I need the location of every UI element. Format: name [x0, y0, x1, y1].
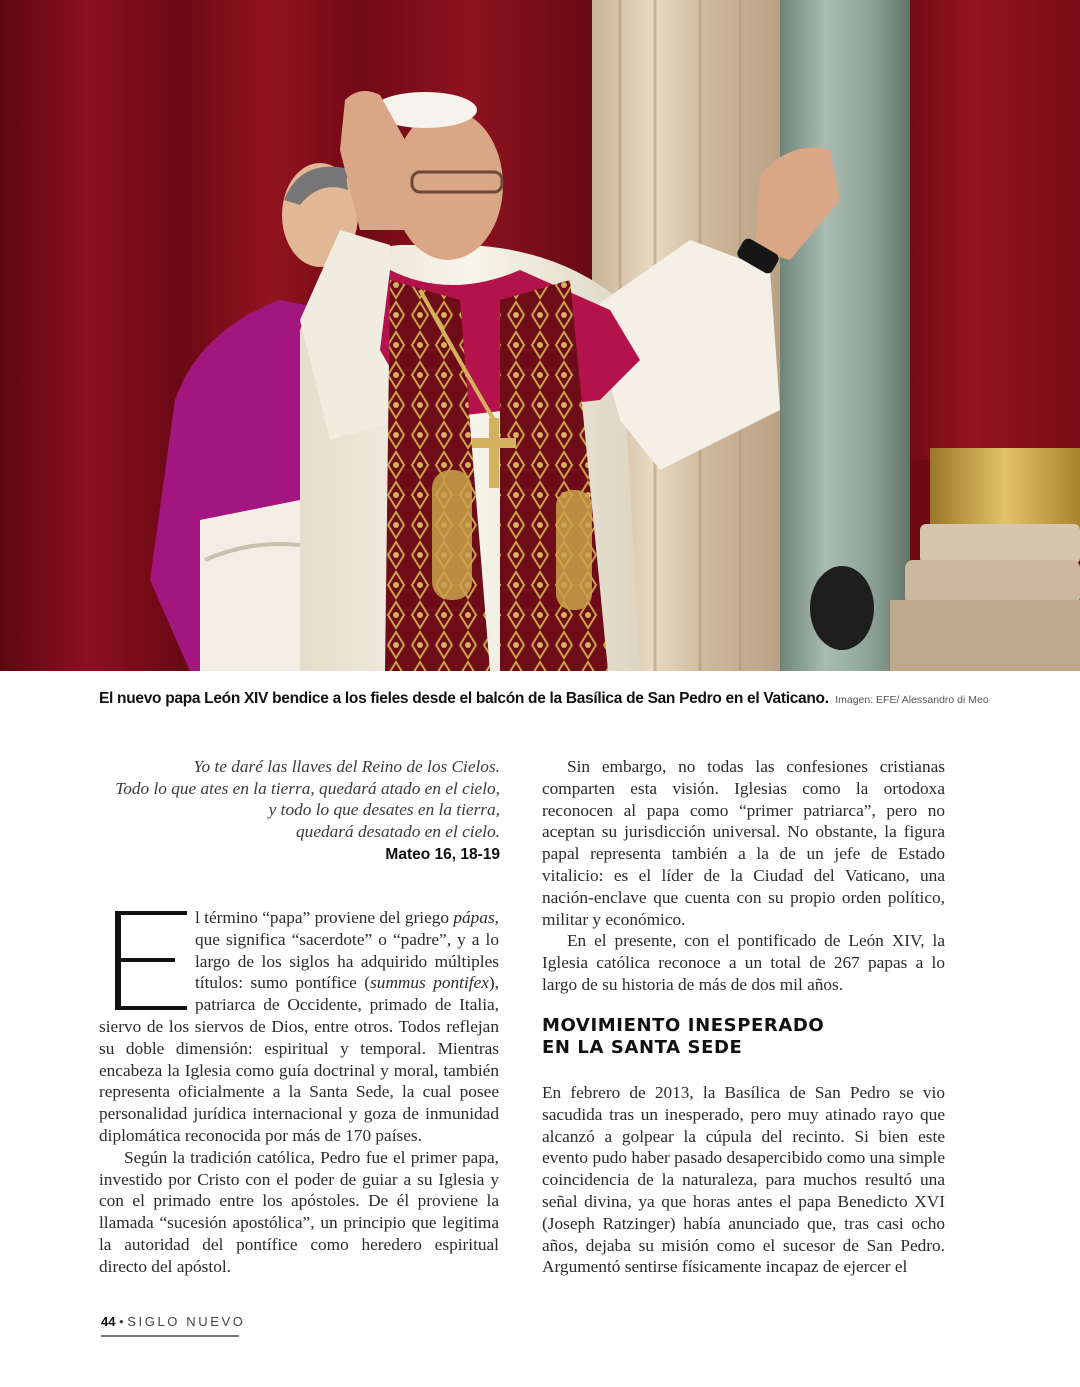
- paragraph-text: ), patriarca de Occidente, primado de Italia, siervo de los siervos de Dios, entre otros. Todos reflejan su doble dimensión: espiritual y temporal. Mientras encabeza la Iglesia como guía doctrinal y moral, también representa oficialmente a la Santa Sede, la cual posee personalidad jurídica internacional y goza de inmunidad diplomática reconocida por más de 170 países.: [99, 973, 499, 1145]
- paragraph-text: , que significa “sacerdote” o “padre”, y a lo largo de los siglos ha adquirido múltiples títulos: sumo pontífice (: [195, 908, 499, 993]
- article-paragraph: En febrero de 2013, la Basílica de San Pedro se vio sacudida tras un inesperado, pero muy atinado rayo que alcanzó a golpear la cúpula del recinto. Si bien este evento pudo haber pasado desapercibido como una simple coincidencia de la naturaleza, para muchos resultó una señal divina, ya que horas antes el papa Benedicto XVI (Joseph Ratzinger) había anunciado que, tras casi ocho años, dejaba su misión como el sucesor de San Pedro. Argumentó sentirse físicamente incapaz de ejercer el: [542, 1083, 945, 1277]
- epigraph-line: Todo lo que ates en la tierra, quedará atado en el cielo,: [115, 778, 500, 798]
- photo-credit: Imagen: EFE/ Alessandro di Meo: [835, 694, 989, 706]
- page-footer: [101, 1314, 246, 1337]
- pope-head: [393, 110, 503, 260]
- gold-band: [930, 448, 1080, 528]
- magazine-name: SIGLO NUEVO: [127, 1314, 246, 1329]
- epigraph-line: quedará desatado en el cielo.: [296, 822, 500, 842]
- article-paragraph: Según la tradición católica, Pedro fue el primer papa, investido por Cristo con el poder de guiar a su Iglesia y con el primado entre los apóstoles. De él proviene la llamada “sucesión apostólica”, un principio que legitima la autoridad del pontífice como heredero espiritual directo del apóstol.: [99, 1147, 499, 1276]
- svg-text:E: E: [113, 911, 114, 912]
- epigraph-line: y todo lo que desates en la tierra,: [268, 800, 500, 820]
- section-heading: [542, 1015, 962, 1059]
- epigraph-line: Yo te daré las llaves del Reino de los Cielos.: [193, 757, 500, 776]
- drop-cap: [99, 911, 195, 1015]
- caption-text: El nuevo papa León XIV bendice a los fieles desde el balcón de la Basílica de San Pedro en el Vaticano.: [99, 690, 829, 707]
- page-number: 44: [101, 1314, 116, 1329]
- footer-separator: •: [119, 1314, 124, 1329]
- article-paragraph: Sin embargo, no todas las confesiones cristianas comparten esta visión. Iglesias como la ortodoxa reconocen al papa como “primer patriarca”, pero no aceptan su jurisdicción universal. No obstante, la figura papal representa también a la de un jefe de Estado vitalicio: es el líder de la Ciudad del Vaticano, una nación-enclave que cuenta con su propio orden político, militar y económico.: [542, 757, 945, 929]
- article-paragraph: [99, 907, 499, 1147]
- epigraph-quote: [99, 756, 500, 866]
- article-paragraph: En el presente, con el pontificado de León XIV, la Iglesia católica reconoce a un total de 267 papas a lo largo de su historia de más de dos mil años.: [542, 931, 945, 994]
- hero-photo: [0, 0, 1080, 671]
- article-left-column: [99, 907, 499, 1278]
- heading-line: MOVIMIENTO INESPERADO: [542, 1015, 825, 1036]
- red-curtain-right: [900, 0, 1080, 460]
- emphasis-text: summus pontifex: [370, 973, 489, 993]
- drop-cap-letter: [113, 911, 189, 1011]
- article-right-column-bottom: [542, 1082, 945, 1278]
- pope-balcony-illustration: [0, 0, 1080, 671]
- photo-caption: [99, 690, 1059, 708]
- emphasis-text: pápas: [453, 908, 495, 927]
- article-right-column-top: [542, 756, 945, 996]
- microphone: [810, 566, 874, 650]
- epigraph-source: Mateo 16, 18-19: [385, 845, 500, 863]
- paragraph-text: l término “papa” proviene del griego: [195, 908, 454, 927]
- heading-line: EN LA SANTA SEDE: [542, 1037, 743, 1058]
